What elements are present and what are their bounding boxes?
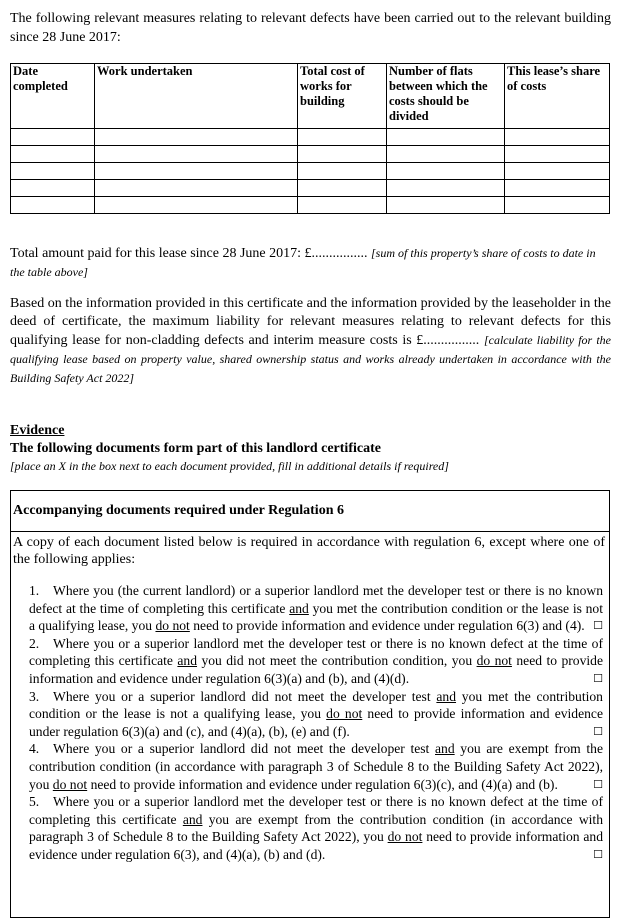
exemption-item-underlined: do not [52, 776, 88, 792]
works-table-cell[interactable] [11, 163, 95, 180]
maximum-liability-hint: [calculate liability for the qualifying lease based on property value, shared ownership status and works already undertaken in accordance with the Building Safety Act 2022] [10, 333, 611, 385]
works-table-cell[interactable] [11, 129, 95, 146]
exemption-item [29, 582, 603, 635]
exemption-item-underlined: do not [326, 706, 363, 722]
works-table-cell[interactable] [505, 197, 610, 214]
works-table-cell[interactable] [505, 180, 610, 197]
works-table-cell[interactable] [387, 180, 505, 197]
exemption-item-text: Where you or a superior landlord did not meet the developer test [53, 741, 435, 757]
exemption-checkbox[interactable]: ☐ [593, 847, 603, 861]
exemption-item-text: need to provide information and evidence under regulation 6(3)(a) and (b), and (4)(d). [29, 653, 603, 686]
exemption-item-text: Where you or a superior landlord met the developer test or there is no known defect at the time of completing this certificate [29, 794, 603, 827]
exemption-item-underlined: do not [155, 618, 190, 634]
works-table-cell[interactable] [298, 163, 387, 180]
exemption-item-text: you are exempt from the contribution condition (in accordance with paragraph 3 of Schedule 8 to the Building Safety Act 2022), you [29, 811, 603, 845]
works-table-cell[interactable] [11, 146, 95, 163]
works-table-cell[interactable] [505, 163, 610, 180]
exemption-item-text: Where you or a superior landlord met the developer test or there is no known defect at the time of completing this certificate [29, 635, 603, 669]
header-lease-share: This lease’s share of costs [505, 64, 610, 129]
maximum-liability-text: Based on the information provided in this certificate and the information provided by the leaseholder in the deed of certificate, the maximum liability for relevant measures relating to relevant defects for this qualifying lease for non-cladding defects and interim measure costs is £................ [10, 296, 611, 348]
works-table-cell[interactable] [505, 146, 610, 163]
works-table-row [11, 129, 610, 146]
exemption-item [29, 635, 603, 688]
intro-paragraph: The following relevant measures relating to relevant defects have been carried out to the relevant building since 28 June 2017: [10, 11, 611, 45]
exemption-item [29, 793, 603, 863]
works-table-cell[interactable] [95, 146, 298, 163]
exemption-item-text: need to provide information and evidence under regulation 6(3), and (4)(a), (b) and (d). [29, 829, 603, 862]
exemption-item-text: you met the contribution condition or the lease is not a qualifying lease, you [29, 688, 603, 722]
exemption-checkbox[interactable]: ☐ [593, 619, 603, 633]
works-table-cell[interactable] [298, 146, 387, 163]
works-table-cell[interactable] [11, 197, 95, 214]
works-table-cell[interactable] [387, 146, 505, 163]
header-date-completed: Date completed [11, 64, 95, 129]
exemption-item-underlined: do not [476, 653, 512, 669]
exemption-item-text: need to provide information and evidence under regulation 6(3)(a) and (c), and (4)(a), (b), (e) and (f). [29, 706, 603, 739]
exemption-item-number: 2. [29, 635, 40, 651]
works-table-cell[interactable] [298, 197, 387, 214]
exemption-item-underlined: and [289, 600, 309, 616]
exemption-item [29, 740, 603, 793]
exemption-item-underlined: and [177, 653, 198, 669]
header-number-of-flats: Number of flats between which the costs should be divided [387, 64, 505, 129]
works-table-cell[interactable] [387, 197, 505, 214]
header-work-undertaken: Work undertaken [95, 64, 298, 129]
exemption-checkbox[interactable]: ☐ [593, 671, 603, 685]
exemption-item-number: 3. [29, 688, 40, 704]
header-total-cost: Total cost of works for building [298, 64, 387, 129]
exemption-item [29, 688, 603, 741]
total-paid-line [10, 244, 611, 282]
works-table-cell[interactable] [11, 180, 95, 197]
exemption-item-number: 4. [29, 741, 40, 757]
works-table-row [11, 180, 610, 197]
works-table [10, 63, 610, 214]
works-table-cell[interactable] [387, 163, 505, 180]
works-table-cell[interactable] [505, 129, 610, 146]
exemption-item-underlined: and [182, 811, 203, 827]
works-table-row [11, 163, 610, 180]
works-table-row [11, 146, 610, 163]
works-table-cell[interactable] [95, 129, 298, 146]
works-table-row [11, 197, 610, 214]
evidence-subheading: The following documents form part of this landlord certificate [10, 441, 381, 456]
accompanying-documents-box [10, 490, 610, 918]
works-table-cell[interactable] [298, 180, 387, 197]
exemption-item-text: Where you (the current landlord) or a superior landlord met the developer test or there is no known defect at the time of completing this certificate [29, 583, 603, 616]
accompanying-documents-intro: A copy of each document listed below is required in accordance with regulation 6, except where one of the following applies: [13, 535, 605, 567]
works-table-cell[interactable] [95, 163, 298, 180]
exemption-item-underlined: and [435, 741, 455, 757]
exemption-item-number: 5. [29, 794, 40, 810]
exemption-item-text: you are exempt from the contribution condition (in accordance with paragraph 3 of Schedule 8 to the Building Safety Act 2022), you [29, 741, 603, 792]
works-table-cell[interactable] [298, 129, 387, 146]
exemption-item-text: Where you or a superior landlord did not meet the developer test [53, 688, 437, 704]
exemption-item-underlined: and [436, 688, 457, 704]
works-table-header-row [11, 64, 610, 129]
total-paid-hint: [sum of this property’s share of costs to date in the table above] [10, 246, 596, 279]
works-table-cell[interactable] [387, 129, 505, 146]
exemption-item-text: need to provide information and evidence under regulation 6(3)(c), and (4)(a) and (b). [87, 776, 558, 792]
maximum-liability-paragraph [10, 295, 611, 388]
exemption-list [11, 582, 609, 864]
exemption-checkbox[interactable]: ☐ [593, 724, 603, 738]
exemption-item-text: need to provide information and evidence under regulation 6(3) and (4). [189, 618, 585, 634]
exemption-checkbox[interactable]: ☐ [593, 777, 603, 791]
works-table-cell[interactable] [95, 180, 298, 197]
exemption-item-underlined: do not [387, 829, 423, 845]
evidence-heading: Evidence [10, 423, 65, 438]
exemption-item-number: 1. [29, 583, 40, 598]
accompanying-documents-heading: Accompanying documents required under Regulation 6 [11, 491, 609, 532]
exemption-item-text: you did not meet the contribution condition, you [197, 653, 477, 669]
exemption-item-text: you met the contribution condition or the lease is not a qualifying lease, you [29, 600, 604, 634]
works-table-cell[interactable] [95, 197, 298, 214]
evidence-hint: [place an X in the box next to each document provided, fill in additional details if required] [10, 459, 449, 473]
total-paid-text: Total amount paid for this lease since 28 June 2017: £................ [10, 246, 368, 261]
